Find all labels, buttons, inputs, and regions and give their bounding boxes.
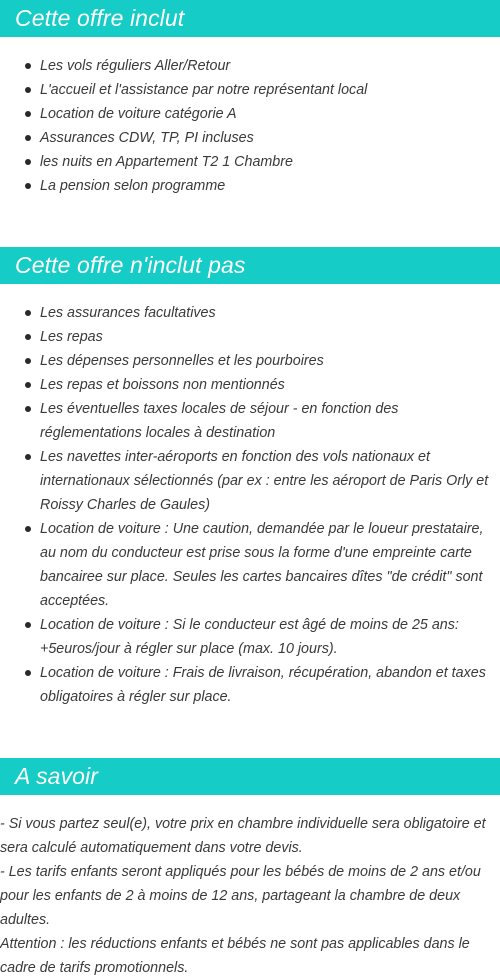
- list-item: [0, 661, 500, 709]
- list-item: [0, 325, 500, 349]
- list-item-text: Assurances CDW, TP, PI incluses: [40, 130, 254, 146]
- list-item: [0, 373, 500, 397]
- bullet-icon: [25, 670, 31, 676]
- list-item: [0, 613, 500, 661]
- list-item: [0, 126, 500, 150]
- list-item-text: Location de voiture : Frais de livraison, récupération, abandon et taxes obligatoires à régler sur place.: [40, 665, 486, 705]
- bullet-icon: [25, 63, 31, 69]
- bullet-icon: [25, 406, 31, 412]
- list-item-text: Les dépenses personnelles et les pourboires: [40, 353, 324, 369]
- list-item-text: Les navettes inter-aéroports en fonction des vols nationaux et internationaux sélectionnés (par ex : entre les aéroport de Paris Orly et Roissy Charles de Gaules): [40, 449, 489, 513]
- bullet-icon: [25, 135, 31, 141]
- list-item-text: Location de voiture : Si le conducteur est âgé de moins de 25 ans: +5euros/jour à régler sur place (max. 10 jours).: [40, 617, 459, 657]
- bullet-icon: [25, 310, 31, 316]
- list-item: [0, 54, 500, 78]
- list-item: [0, 174, 500, 198]
- list-item: [0, 150, 500, 174]
- bullet-icon: [25, 87, 31, 93]
- savoir-heading: A savoir: [0, 758, 500, 795]
- list-item-text: L'accueil et l'assistance par notre représentant local: [40, 82, 368, 98]
- excluded-section: [0, 247, 500, 709]
- included-list: [0, 54, 500, 198]
- bullet-icon: [25, 526, 31, 532]
- excluded-heading: Cette offre n'inclut pas: [0, 247, 500, 284]
- list-item: [0, 349, 500, 373]
- included-section: [0, 0, 500, 198]
- excluded-list: [0, 301, 500, 709]
- included-heading: Cette offre inclut: [0, 0, 500, 37]
- savoir-body: [0, 812, 500, 980]
- list-item-text: Les repas: [40, 329, 103, 345]
- savoir-paragraph: Attention : les réductions enfants et bébés ne sont pas applicables dans le cadre de tarifs promotionnels.: [0, 936, 470, 976]
- savoir-paragraph: - Les tarifs enfants seront appliqués pour les bébés de moins de 2 ans et/ou pour les enfants de 2 à moins de 12 ans, partageant la chambre de deux adultes.: [0, 864, 481, 928]
- list-item-text: Les repas et boissons non mentionnés: [40, 377, 285, 393]
- bullet-icon: [25, 382, 31, 388]
- list-item-text: La pension selon programme: [40, 178, 226, 194]
- list-item: [0, 517, 500, 613]
- bullet-icon: [25, 334, 31, 340]
- list-item: [0, 397, 500, 445]
- savoir-paragraph: - Si vous partez seul(e), votre prix en chambre individuelle sera obligatoire et sera calculé automatiquement dans votre devis.: [0, 816, 486, 856]
- list-item-text: Les vols réguliers Aller/Retour: [40, 58, 231, 74]
- list-item: [0, 78, 500, 102]
- list-item-text: les nuits en Appartement T2 1 Chambre: [40, 154, 293, 170]
- bullet-icon: [25, 454, 31, 460]
- savoir-section: [0, 758, 500, 980]
- list-item: [0, 102, 500, 126]
- bullet-icon: [25, 159, 31, 165]
- bullet-icon: [25, 622, 31, 628]
- list-item: [0, 301, 500, 325]
- bullet-icon: [25, 183, 31, 189]
- list-item-text: Les assurances facultatives: [40, 305, 216, 321]
- list-item: [0, 445, 500, 517]
- bullet-icon: [25, 111, 31, 117]
- bullet-icon: [25, 358, 31, 364]
- list-item-text: Location de voiture catégorie A: [40, 106, 237, 122]
- list-item-text: Location de voiture : Une caution, demandée par le loueur prestataire, au nom du conducteur est prise sous la forme d'une empreinte carte bancairee sur place. Seules les cartes bancaires dîtes "de crédit" sont acceptées.: [40, 521, 484, 609]
- list-item-text: Les éventuelles taxes locales de séjour - en fonction des réglementations locales à destination: [40, 401, 399, 441]
